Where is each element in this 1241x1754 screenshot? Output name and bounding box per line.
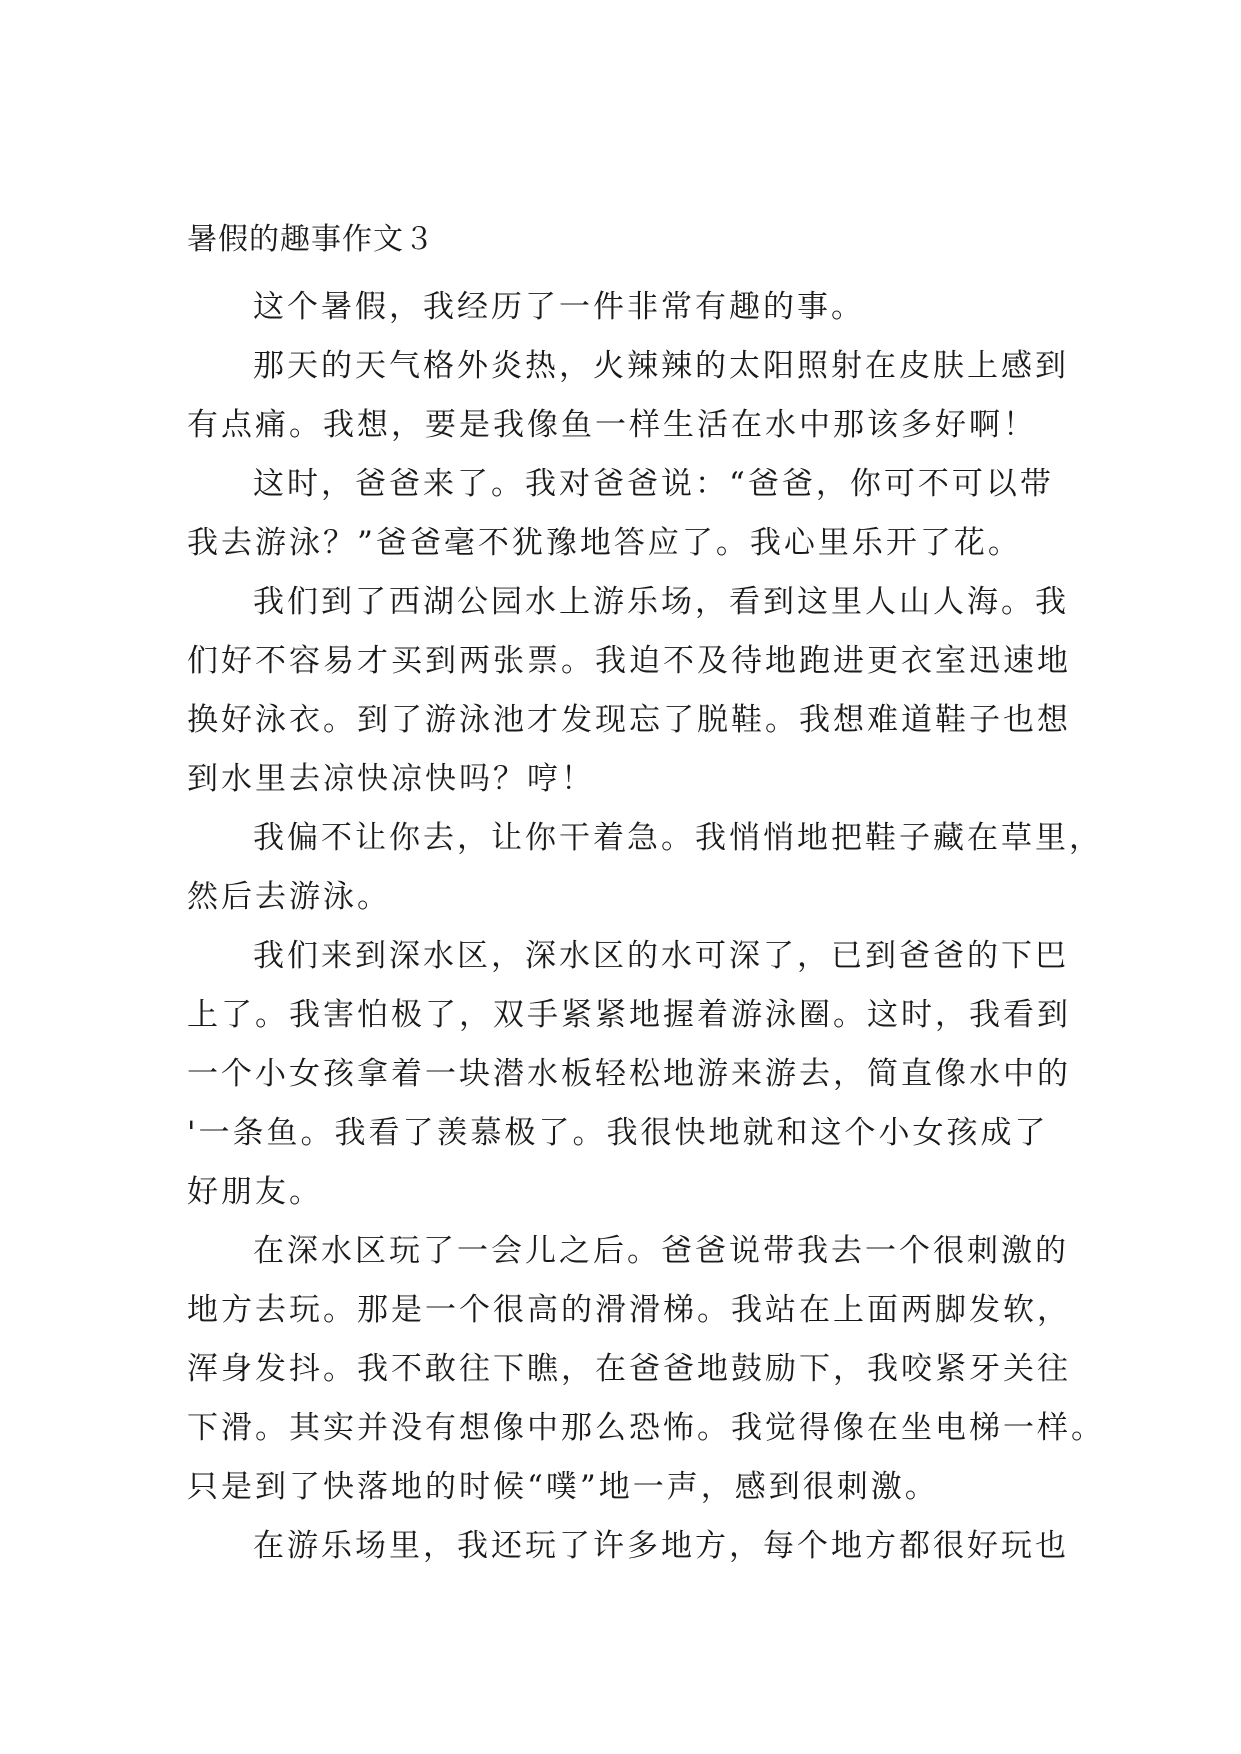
text-line: 好朋友。 xyxy=(187,1174,323,1210)
text-line: 我去游泳？”爸爸毫不犹豫地答应了。我心里乐开了花。 xyxy=(187,525,1022,561)
text-line: 然后去游泳。 xyxy=(187,879,391,915)
text-line: 那天的天气格外炎热，火辣辣的太阳照射在皮肤上感到 xyxy=(253,348,1069,384)
text-line: 我们到了西湖公园水上游乐场，看到这里人山人海。我 xyxy=(253,584,1069,620)
document-title: 暑假的趣事作文３ xyxy=(187,222,435,257)
document-page xyxy=(187,222,1105,1576)
text-line: 上了。我害怕极了，双手紧紧地握着游泳圈。这时，我看到 xyxy=(187,997,1071,1033)
text-line: 我们来到深水区，深水区的水可深了，已到爸爸的下巴 xyxy=(253,938,1069,974)
text-line: 一个小女孩拿着一块潜水板轻松地游来游去，简直像水中的 xyxy=(187,1056,1071,1092)
text-line: '一条鱼。我看了羡慕极了。我很快地就和这个小女孩成了 xyxy=(187,1115,1049,1151)
text-line: 这个暑假，我经历了一件非常有趣的事。 xyxy=(253,289,865,325)
text-line: 换好泳衣。到了游泳池才发现忘了脱鞋。我想难道鞋子也想 xyxy=(187,702,1071,738)
text-line: 我偏不让你去，让你干着急。我悄悄地把鞋子藏在草里， xyxy=(253,820,1103,856)
text-line: 浑身发抖。我不敢往下瞧，在爸爸地鼓励下，我咬紧牙关往 xyxy=(187,1351,1071,1387)
text-line: 这时，爸爸来了。我对爸爸说：“爸爸，你可不可以带 xyxy=(253,466,1054,502)
text-line: 地方去玩。那是一个很高的滑滑梯。我站在上面两脚发软， xyxy=(187,1292,1071,1328)
text-line: 有点痛。我想，要是我像鱼一样生活在水中那该多好啊！ xyxy=(187,407,1037,443)
text-line: 在深水区玩了一会儿之后。爸爸说带我去一个很刺激的 xyxy=(253,1233,1069,1269)
text-line: 们好不容易才买到两张票。我迫不及待地跑进更衣室迅速地 xyxy=(187,643,1071,679)
text-line: 在游乐场里，我还玩了许多地方，每个地方都很好玩也 xyxy=(253,1528,1069,1564)
text-line: 只是到了快落地的时候“噗”地一声，感到很刺激。 xyxy=(187,1469,939,1505)
text-line: 下滑。其实并没有想像中那么恐怖。我觉得像在坐电梯一样。 xyxy=(187,1410,1105,1446)
text-line: 到水里去凉快凉快吗？哼！ xyxy=(187,761,595,797)
